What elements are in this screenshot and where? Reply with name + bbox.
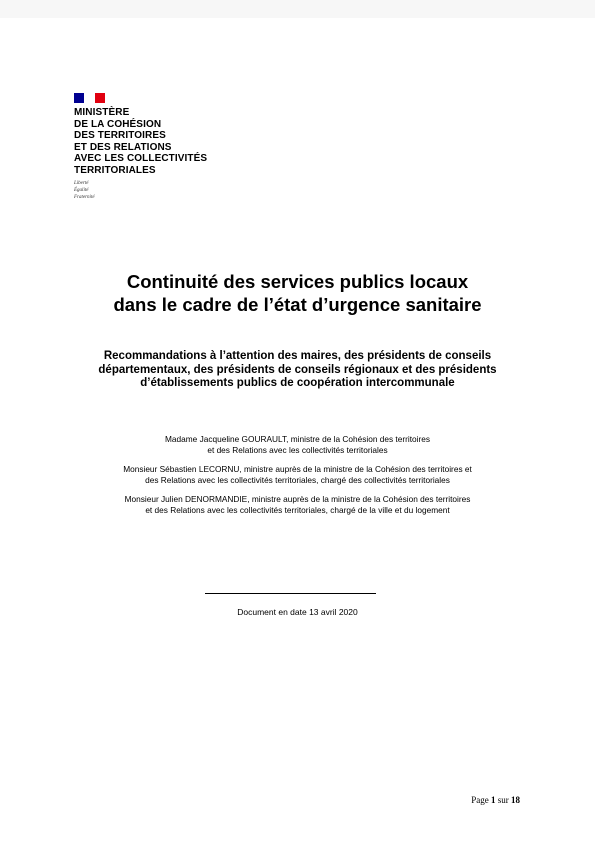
subtitle-line: d’établissements publics de coopération intercommunale (140, 377, 455, 389)
page-current: 1 (491, 795, 496, 805)
ministry-name (74, 107, 207, 176)
page-prefix: Page (471, 795, 489, 805)
minister-line: Monsieur Sébastien LECORNU, ministre auprès de la ministre de la Cohésion des territoires et (123, 464, 472, 474)
page-number (471, 795, 520, 805)
minister-entry-gourault (60, 434, 535, 456)
ministry-line: DES TERRITOIRES (74, 130, 166, 141)
motto-line: Égalité (74, 188, 89, 193)
document-date: Document en date 13 avril 2020 (237, 607, 358, 617)
ministry-line: TERRITORIALES (74, 164, 156, 176)
french-flag-icon (74, 93, 105, 103)
ministry-line: MINISTÈRE (74, 107, 130, 118)
minister-line: et des Relations avec les collectivités territoriales (207, 445, 388, 455)
republic-motto (74, 180, 207, 201)
title-line: Continuité des services publics locaux (126, 271, 469, 292)
viewer-top-bar (0, 0, 595, 18)
subtitle-line: départementaux, des présidents de conseils régionaux et des présidents (98, 363, 497, 376)
motto-line: Fraternité (74, 195, 95, 200)
flag-white-stripe (84, 93, 94, 103)
flag-red-stripe (95, 93, 105, 103)
minister-entry-lecornu (60, 464, 535, 486)
page-separator: sur (497, 795, 509, 805)
title-line: dans le cadre de l’état d’urgence sanitaire (113, 294, 482, 315)
subtitle-line: Recommandations à l’attention des maires, des présidents de conseils (103, 350, 492, 362)
page-total: 18 (511, 795, 520, 805)
ministry-logo (74, 93, 207, 201)
ministry-line: AVEC LES COLLECTIVITÉS (74, 153, 208, 164)
document-title (40, 270, 555, 316)
minister-line: Madame Jacqueline GOURAULT, ministre de la Cohésion des territoires (165, 434, 430, 444)
motto-line: Liberté (74, 181, 89, 186)
separator-line (205, 593, 376, 594)
document-subtitle (60, 350, 535, 391)
minister-entry-denormandie (60, 494, 535, 516)
minister-line: et des Relations avec les collectivités territoriales, chargé de la ville et du logement (145, 505, 450, 515)
minister-line: Monsieur Julien DENORMANDIE, ministre auprès de la ministre de la Cohésion des territoires (124, 494, 471, 504)
ministers-list (60, 434, 535, 524)
flag-blue-stripe (74, 93, 84, 103)
minister-line: des Relations avec les collectivités territoriales, chargé des collectivités territoriales (145, 475, 450, 485)
ministry-line: DE LA COHÉSION (74, 118, 162, 130)
ministry-line: ET DES RELATIONS (74, 141, 172, 153)
